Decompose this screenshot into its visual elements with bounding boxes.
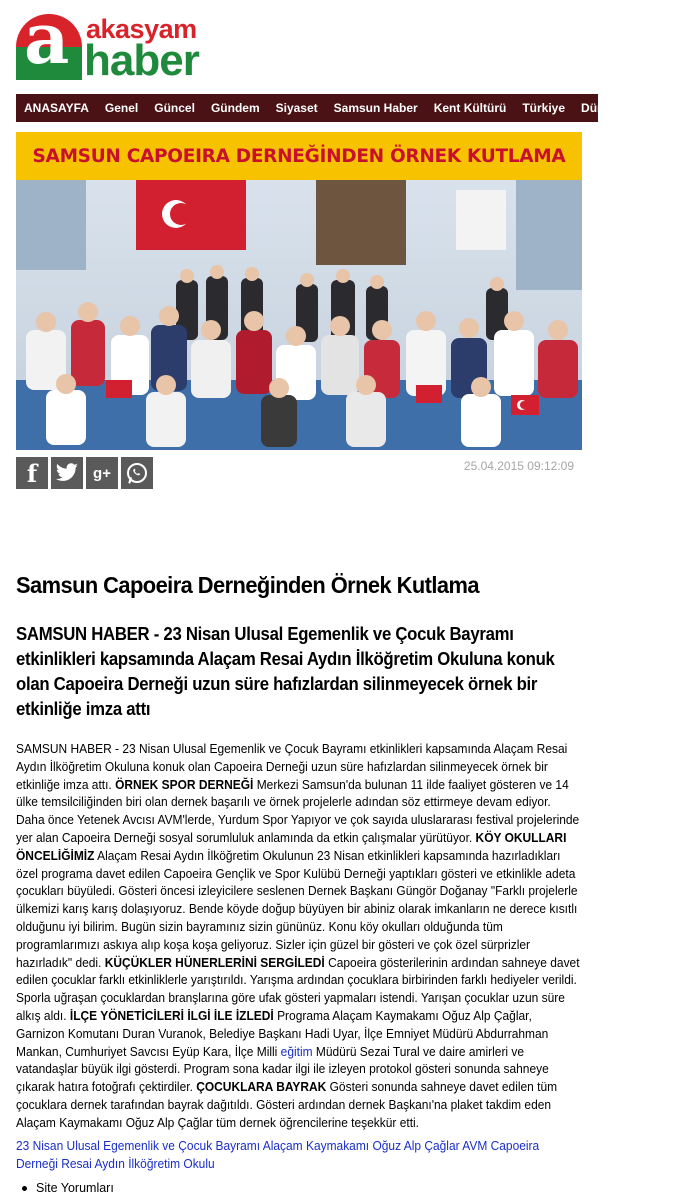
body-text: Capoeira gösterilerinin ardından sahneye davet edilen çocuklar farklı etkinliklerle yarıştırıldı. Yarışma ardından çocuklara birbirinden farklı hediyeler verildi. Sporla uğraşan çocuklardan branşlarına göre ufak gösteri yapmaları istendi. Yarışan çocuklar uzun süre alkış aldı. xyxy=(16,954,580,1023)
tag-link[interactable]: Resai Aydın İlköğretim Okulu xyxy=(61,1155,215,1171)
body-text: Müdürü Sezai Tural ve daire amirleri ve vatandaşlar büyük ilgi gösterdi. Program sona kadar ilgi ile izleyen protokol gösteri sonunda sahneye çıkarak hatıra fotoğrafı çektirdiler. xyxy=(16,1043,549,1095)
site-header xyxy=(0,0,598,92)
tag-link[interactable]: AVM xyxy=(462,1138,488,1153)
nav-item-gundem[interactable]: Gündem xyxy=(210,101,260,115)
body-text: Alaçam Resai Aydın İlköğretim Okulunun 23 Nisan etkinlikleri kapsamında hazırladıkları özel programa davet edilen Capoeira Gençlik ve Spor Kulübü Derneği yaptıkları gösteri ve etkinlikle adeta çocukları büyüledi. Gösteri öncesi izleyicilere seslenen Dernek Başkanı Güngör Doğanay "Farklı projelerle ülkemizi karış karış dolaşıyoruz. Bende köyde doğup büyüyen bir abiniz olarak imkanların ne derece kısıtlı olduğunu iyi bilirim. Bugün sizin bayramınız sizin gününüz. Konu köy okulları olduğunda tüm programlarımızı askıya alıp koşa koşa geliyoruz. Sizler için güzel bir gösteri ve çok özel sürprizler hazırladık" dedi. xyxy=(16,847,578,970)
egitim-link[interactable]: eğitim xyxy=(280,1043,313,1059)
body-text: Programa Alaçam Kaymakamı Oğuz Alp Çağlar, Garnizon Komutanı Duran Vuranok, Belediye Başkanı Hadi Uyar, İlçe Emniyet Müdürü Abdurrahman Mankan, Cumhuriyet Savcısı Eyüp Kara, İlçe Milli xyxy=(16,1007,549,1059)
section-heading: KÖY OKULLARI ÖNCELİĞİMİZ xyxy=(16,829,567,863)
body-text: SAMSUN HABER - 23 Nisan Ulusal Egemenlik ve Çocuk Bayramı etkinlikleri kapsamında Alaçam Resai Aydın İlköğretim Okuluna konuk olan Capoeira Derneği uzun süre hafızlardan silinmeyecek örnek bir etkinliğe imza attı. xyxy=(16,741,568,792)
hero-image[interactable] xyxy=(16,132,582,450)
section-heading: KÜÇÜKLER HÜNERLERİNİ SERGİLEDİ xyxy=(104,954,325,970)
nav-item-guncel[interactable]: Güncel xyxy=(154,101,195,115)
article-body xyxy=(16,740,583,1132)
logo-text-bottom: haber xyxy=(84,36,199,85)
nav-item-turkiye[interactable]: Türkiye xyxy=(522,101,566,115)
site-comments-tab[interactable] xyxy=(36,1180,114,1196)
section-heading: ÖRNEK SPOR DERNEĞİ xyxy=(115,776,254,792)
section-heading: ÇOCUKLARA BAYRAK xyxy=(196,1079,327,1095)
tag-link[interactable]: Alaçam Kaymakamı Oğuz Alp Çağlar xyxy=(262,1138,460,1153)
article-tags xyxy=(16,1137,583,1173)
logo-letter: a xyxy=(24,0,70,80)
twitter-icon[interactable] xyxy=(51,457,83,489)
tag-link[interactable]: 23 Nisan Ulusal Egemenlik ve Çocuk Bayramı xyxy=(16,1138,261,1153)
site-comments-label: Site Yorumları xyxy=(36,1181,114,1195)
body-text: Merkezi Samsun'da bulunan 11 ilde faaliyet gösteren ve 14 ülke temsilciliğinden biri olan dernek başarılı ve örnek projelerle adından söz ettirmeye devam ediyor. Daha önce Yetenek Avcısı AVM'lerde, Yurdum Spor Yapıyor ve çok sayıda uluslararası festival projelerinde yer alan Capoeira Derneği sosyal sorumluluk anlamında da etkin çalışmalar yürütüyor. xyxy=(16,776,580,845)
nav-item-genel[interactable]: Genel xyxy=(104,101,139,115)
group-photo-icon xyxy=(16,180,582,450)
publish-date: 25.04.2015 09:12:09 xyxy=(463,459,574,473)
whatsapp-icon[interactable] xyxy=(121,457,153,489)
google-plus-icon[interactable]: g+ xyxy=(86,457,118,489)
article-title: Samsun Capoeira Derneğinden Örnek Kutlama xyxy=(16,572,479,598)
body-text: Gösteri sonunda sahneye davet edilen tüm çocuklara dernek tarafından bayrak dağıtıldı. Gösteri ardından dernek Başkanı'na plaket takdim eden Alaçam Kaymakamı Oğuz Alp Çağlar tüm dernek öğrencilerine teşekkür etti. xyxy=(16,1079,558,1130)
bullet-icon xyxy=(22,1186,27,1191)
nav-item-samsun-haber[interactable]: Samsun Haber xyxy=(333,101,418,115)
nav-item-ekonomi[interactable]: Ekonomi xyxy=(633,101,685,115)
main-nav xyxy=(16,94,685,122)
nav-item-siyaset[interactable]: Siyaset xyxy=(275,101,318,115)
hero-banner-text: SAMSUN CAPOEIRA DERNEĞİNDEN ÖRNEK KUTLAMA xyxy=(32,145,566,167)
logo-mark xyxy=(16,0,82,80)
logo-text-top: akasyam xyxy=(86,14,197,44)
hero-banner xyxy=(16,132,582,180)
nav-item-anasayfa[interactable]: ANASAYFA xyxy=(24,101,89,115)
facebook-icon[interactable]: f xyxy=(16,457,48,489)
article-summary: SAMSUN HABER - 23 Nisan Ulusal Egemenlik ve Çocuk Bayramı etkinlikleri kapsamında Alaçam Resai Aydın İlköğretim Okuluna konuk olan Capoeira Derneği uzun süre hafızlardan silinmeyecek örnek bir etkinliğe imza attı xyxy=(16,624,555,719)
tag-link[interactable]: Capoeira Derneği xyxy=(16,1138,540,1171)
site-logo[interactable] xyxy=(16,0,216,85)
section-heading: İLÇE YÖNETİCİLERİ İLGİ İLE İZLEDİ xyxy=(69,1007,274,1023)
nav-item-dunya[interactable]: Dünya xyxy=(581,101,618,115)
nav-item-kent-kulturu[interactable]: Kent Kültürü xyxy=(433,101,507,115)
